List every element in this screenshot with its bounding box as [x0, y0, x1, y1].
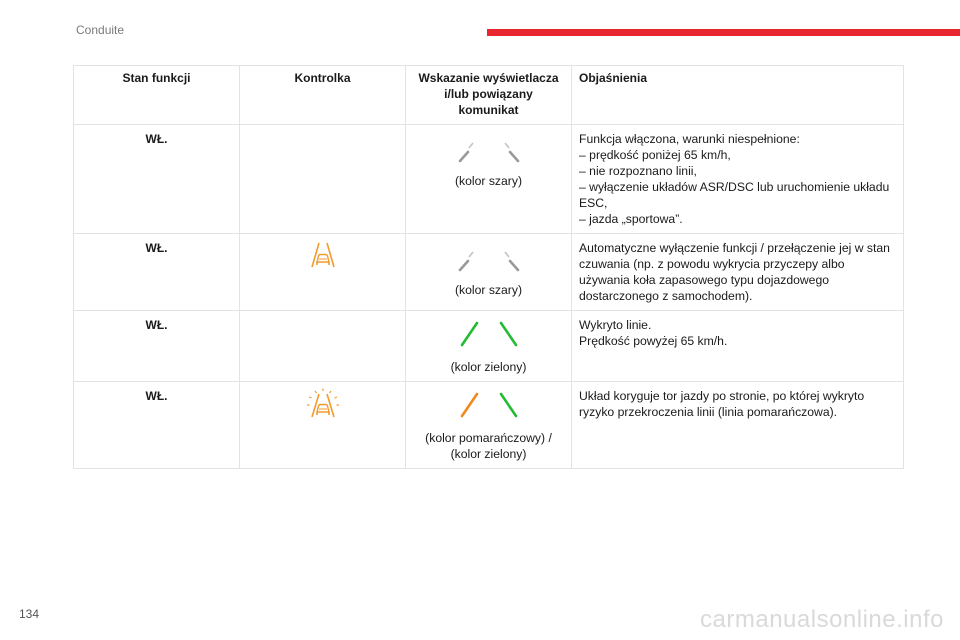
page-number: 134: [19, 607, 40, 621]
explanation-line: – prędkość poniżej 65 km/h,: [579, 148, 731, 162]
display-cell: [406, 125, 572, 234]
explanation-cell: [572, 382, 904, 469]
explanation-line: Automatyczne wyłączenie funkcji / przełączenie jej w stan czuwania (np. z powodu wykrycia przyczepy albo używania koła zapasowego typu dojazdowego dostarczonego z samochodem).: [579, 241, 890, 303]
explanation-line: Układ koryguje tor jazdy po stronie, po której wykryto ryzyko przekroczenia linii (linia pomarańczowa).: [579, 389, 865, 419]
explanation-line: – nie rozpoznano linii,: [579, 164, 697, 178]
explanation-line: – jazda „sportowa”.: [579, 212, 683, 226]
table-row: [74, 311, 904, 382]
display-caption: (kolor szary): [454, 174, 523, 188]
display-cell: [406, 234, 572, 311]
indicator-cell: [240, 125, 406, 234]
header-explanation: Objaśnienia: [572, 66, 904, 125]
watermark: carmanualsonline.info: [700, 606, 944, 633]
explanation-cell: [572, 234, 904, 311]
table-row: [74, 382, 904, 469]
lane-lines-green-icon: [457, 321, 521, 349]
lane-lines-grey-icon: [457, 135, 521, 163]
state-cell: WŁ.: [74, 311, 240, 382]
explanation-cell: [572, 311, 904, 382]
state-cell: WŁ.: [74, 125, 240, 234]
explanation-line: Prędkość powyżej 65 km/h.: [579, 334, 728, 348]
header-indicator: Kontrolka: [240, 66, 406, 125]
lane-departure-warning-flashing-orange-icon: [306, 388, 340, 420]
table-row: [74, 234, 904, 311]
display-cell: [406, 311, 572, 382]
display-caption: (kolor pomarańczowy) / (kolor zielony): [425, 431, 552, 461]
explanation-line: – wyłączenie układów ASR/DSC lub uruchomienie układu ESC,: [579, 180, 890, 210]
function-status-table: [73, 65, 904, 469]
table-row: [74, 125, 904, 234]
section-title: Conduite: [76, 23, 125, 37]
explanation-cell: [572, 125, 904, 234]
header-display: Wskazanie wyświetlacza i/lub powiązany komunikat: [406, 66, 572, 125]
display-cell: [406, 382, 572, 469]
state-cell: WŁ.: [74, 382, 240, 469]
indicator-cell: [240, 311, 406, 382]
header-accent-bar: [487, 29, 960, 36]
header-state: Stan funkcji: [74, 66, 240, 125]
state-cell: WŁ.: [74, 234, 240, 311]
display-caption: (kolor zielony): [450, 360, 527, 374]
lane-lines-orange-green-icon: [457, 392, 521, 420]
indicator-cell: [240, 382, 406, 469]
lane-lines-grey-icon: [457, 244, 521, 272]
indicator-cell: [240, 234, 406, 311]
table-header-row: [74, 66, 904, 125]
explanation-line: Funkcja włączona, warunki niespełnione:: [579, 132, 800, 146]
explanation-line: Wykryto linie.: [579, 318, 652, 332]
lane-departure-warning-orange-icon: [309, 240, 337, 270]
display-caption: (kolor szary): [454, 283, 523, 297]
